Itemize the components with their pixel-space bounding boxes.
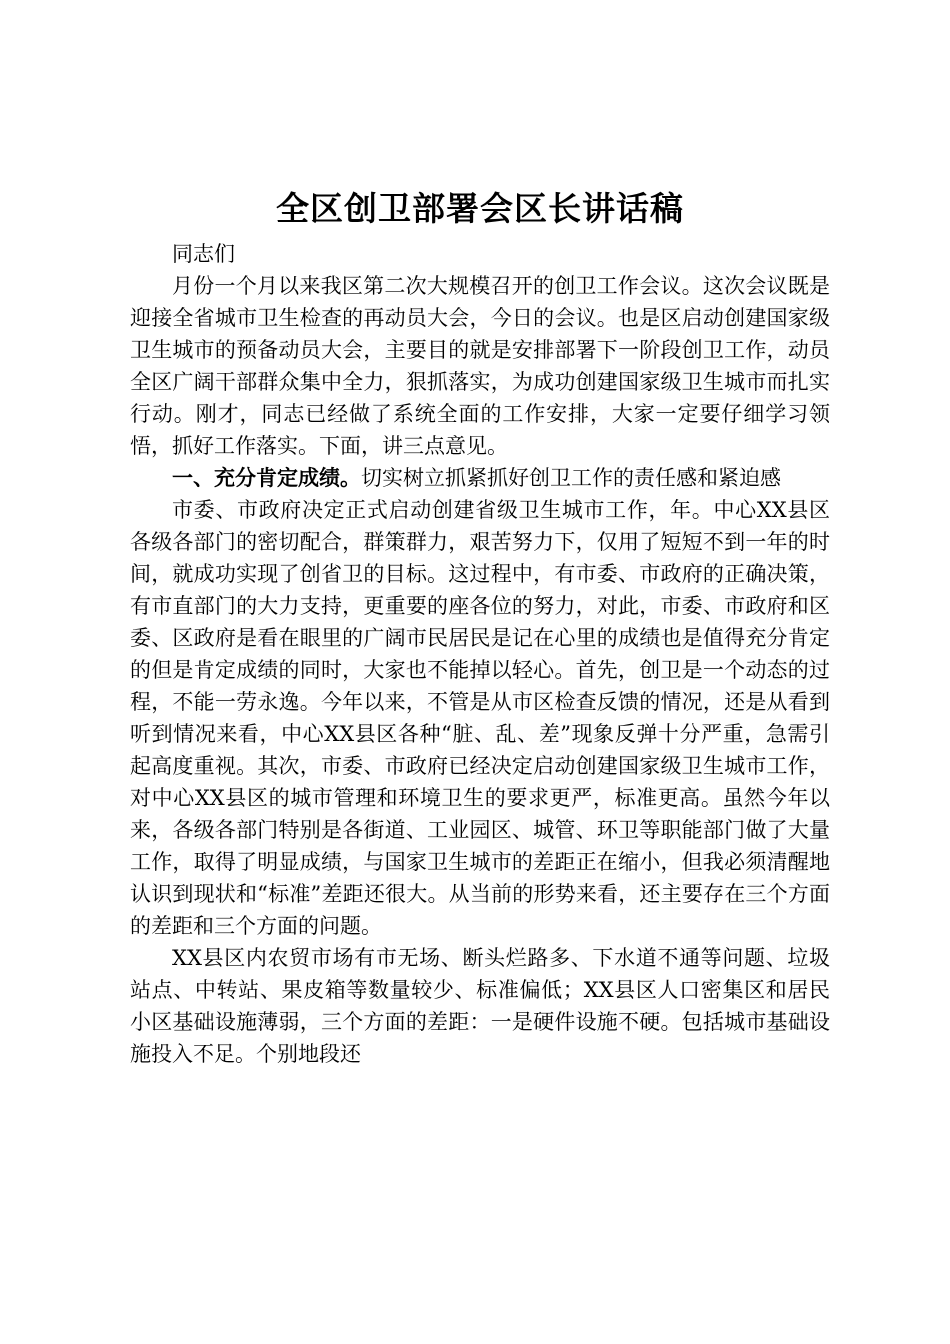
section-heading-1: 一、充分肯定成绩。 — [172, 466, 361, 490]
salutation: 同志们 — [172, 242, 235, 266]
paragraph-gaps: XX县区内农贸市场有市无场、断头烂路多、下水道不通等问题、垃圾站点、中转站、果皮箱等数量较少、标准偏低；XX县区人口密集区和居民小区基础设施薄弱，三个方面的差距：一是硬件设施不硬。包括城市基础设施投入不足。个别地段还 — [130, 946, 830, 1066]
section-heading-paragraph — [130, 462, 830, 494]
paragraph-intro: 月份一个月以来我区第二次大规模召开的创卫工作会议。这次会议既是迎接全省城市卫生检查的再动员大会，今日的会议。也是区启动创建国家级卫生城市的预备动员大会，主要目的就是安排部署下一阶段创卫工作，动员全区广阔干部群众集中全力，狠抓落实，为成功创建国家级卫生城市而扎实行动。刚才，同志已经做了系统全面的工作安排，大家一定要仔细学习领悟，抓好工作落实。下面，讲三点意见。 — [130, 274, 830, 458]
document-title: 全区创卫部署会区长讲话稿 — [276, 189, 684, 228]
document-page — [130, 186, 830, 1070]
section-heading-1-rest: 切实树立抓紧抓好创卫工作的责任感和紧迫感 — [361, 466, 781, 490]
paragraph-achievements: 市委、市政府决定正式启动创建省级卫生城市工作，年。中心XX县区各级各部门的密切配合，群策群力，艰苦努力下，仅用了短短不到一年的时间，就成功实现了创省卫的目标。这过程中，有市委、市政府的正确决策，有市直部门的大力支持，更重要的座各位的努力，对此，市委、市政府和区委、区政府是看在眼里的广阔市民居民是记在心里的成绩也是值得充分肯定的但是肯定成绩的同时，大家也不能掉以轻心。首先，创卫是一个动态的过程，不能一劳永逸。今年以来，不管是从市区检查反馈的情况，还是从看到听到情况来看，中心XX县区各种“脏、乱、差”现象反弹十分严重，急需引起高度重视。其次，市委、市政府已经决定启动创建国家级卫生城市工作，对中心XX县区的城市管理和环境卫生的要求更严，标准更高。虽然今年以来，各级各部门特别是各街道、工业园区、城管、环卫等职能部门做了大量工作，取得了明显成绩，与国家卫生城市的差距正在缩小，但我必须清醒地认识到现状和“标准”差距还很大。从当前的形势来看，还主要存在三个方面的差距和三个方面的问题。 — [130, 498, 830, 938]
